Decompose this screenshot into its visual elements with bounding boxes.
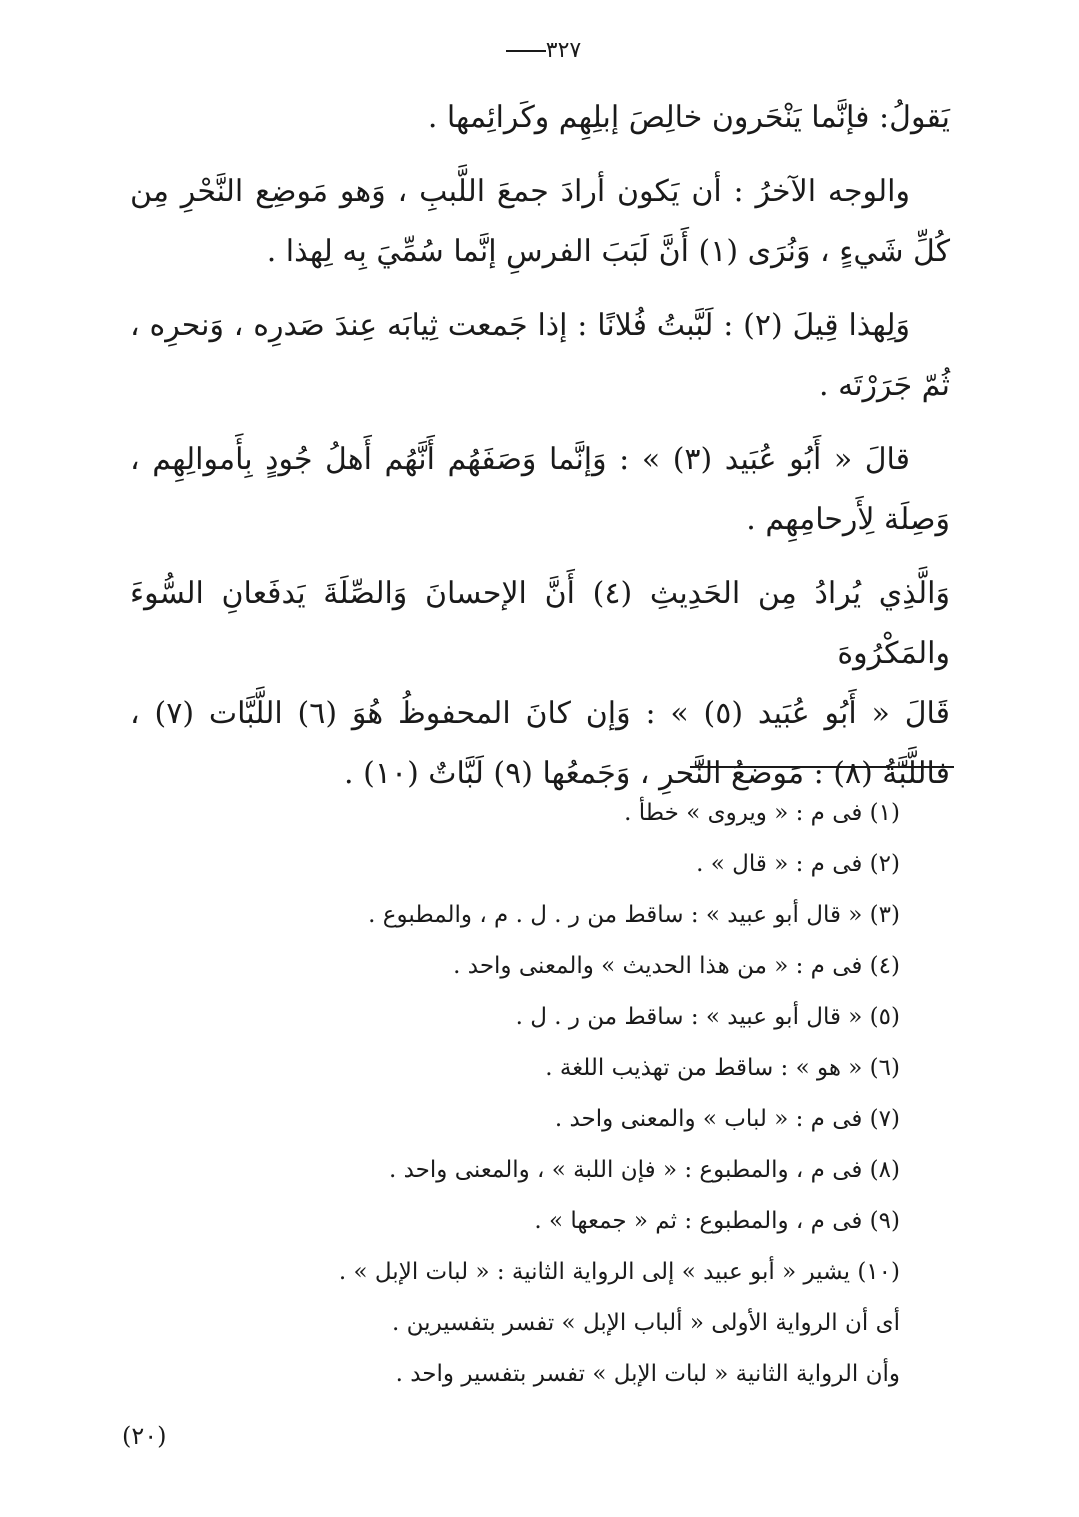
footnote-10-continued-1: أى أن الرواية الأولى « ألباب الإبل » تفسر بتفسيرين .: [392, 1310, 900, 1336]
paragraph-2: والوجه الآخرُ : أن يَكون أرادَ جمعَ اللَّببِ ، وَهو مَوضِع النَّحْرِ مِن كُلِّ شَيءٍ ، وَنُرَى (١) أَنَّ لَبَبَ الفرسِ إنَّما سُمِّيَ بِه لِهذا .: [130, 174, 950, 269]
paragraph-3: وَلِهذا قِيلَ (٢) : لَبَّبتُ فُلانًا : إذا جَمعت ثِيابَه عِندَ صَدرِه ، وَنحرِه ، ثُمّ جَرَرْتَه .: [130, 308, 950, 403]
footnote-4: (٤) فى م : « من هذا الحديث » والمعنى واحد .: [453, 953, 900, 979]
paragraph-5: وَالَّذِي يُرادُ مِن الحَدِيثِ (٤) أَنَّ الإحسانَ وَالصِّلَةَ يَدفَعانِ السُّوءَ والمَكْرُوهَ: [130, 576, 950, 671]
page-number-dash: [506, 50, 546, 52]
footnote-8: (٨) فى م ، والمطبوع : « فإن اللبة » ، والمعنى واحد .: [388, 1157, 900, 1183]
footnotes: [130, 788, 900, 1400]
footnote-2: (٢) فى م : « قال » .: [696, 851, 900, 877]
paragraph-1: يَقولُ: فإنَّما يَنْحَرون خالِصَ إبلِهِم وكَرائِمها .: [427, 100, 950, 135]
printer-signature-mark: (٢٠): [122, 1422, 167, 1450]
page-number-value: ٣٢٧: [545, 38, 582, 63]
footnote-5: (٥) « قال أبو عبيد » : ساقط من ر . ل .: [515, 1004, 900, 1030]
footnote-6: (٦) « هو » : ساقط من تهذيب اللغة .: [545, 1055, 900, 1081]
footnote-9: (٩) فى م ، والمطبوع : ثم « جمعها » .: [534, 1208, 900, 1234]
footnote-3: (٣) « قال أبو عبيد » : ساقط من ر . ل . م ، والمطبوع .: [368, 902, 900, 928]
page-number: [0, 38, 1079, 63]
footnote-7: (٧) فى م : « لباب » والمعنى واحد .: [554, 1106, 900, 1132]
paragraph-4: قالَ « أَبُو عُبَيد (٣) » : وَإنَّما وَصَفَهُم أَنَّهُم أَهلُ جُودٍ بِأَموالِهِم ، وَصِلَة لِأَرحامِهِم .: [130, 442, 950, 537]
footnote-10-continued-2: وأن الرواية الثانية « لبات الإبل » تفسر بتفسير واحد .: [395, 1361, 900, 1387]
footnote-divider: [690, 766, 954, 768]
paragraph-6: قَالَ « أَبُو عُبَيد (٥) » : وَإن كانَ المحفوظُ هُوَ (٦) اللَّبَّات (٧) ، فاللَّبَّةُ (٨) : مَوضعُ النَّحرِ ، وَجَمعُها (٩) لَبَّاتٌ (١٠) .: [130, 696, 950, 791]
footnote-1: (١) فى م : « ويروى » خطأ .: [624, 800, 900, 826]
footnote-10: (١٠) يشير « أبو عبيد » إلى الرواية الثانية : « لبات الإبل » .: [338, 1259, 900, 1285]
main-text: [130, 88, 950, 818]
